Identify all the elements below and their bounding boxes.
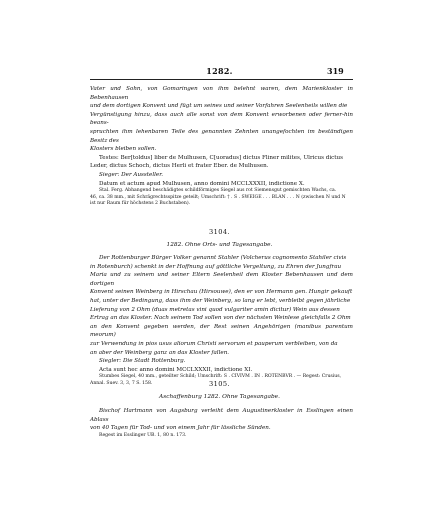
regest-line: Klosters bleiben sollen. (90, 146, 157, 153)
archival-note: Annal. Suev. 3, 3, 7 S. 158. (90, 380, 153, 386)
regest-line: und dem dortigen Konvent und fügt um seines und seiner Vorfahren Seelenheils willen die (90, 103, 348, 110)
regest-line: Vergünstigung hinzu, dass auch alle sonst von dem Konvent erworbenen oder ferner-hin beans- (90, 111, 353, 127)
document-heading: 1282. Ohne Orts- und Tagesangabe. (166, 242, 273, 248)
regest-line: spruchten ihm lehenbaren Teile des genannten Zehnten unangefochten im beständigen Besitz des (90, 128, 353, 144)
witness-list: Testes: Ber[toldus] liber de Mulhusen, C[uoradus] dictus Fliner milites, Ulricus dictus (99, 154, 344, 161)
page-number: 319 (327, 66, 344, 76)
header-rule (90, 79, 353, 80)
doc-3105-body (90, 407, 353, 439)
dating-clause: Datum et actum apud Mulhusen, anno domini MCCLXXXII, indictione X. (99, 180, 305, 187)
regest-line: in Rotenburch) schenkt in der Hoffnung auf göttliche Vergeltung, zu Ehren der Jungfrau (90, 263, 342, 270)
regest-line: von 40 Tagen für Tod- und von einem Jahr für lässliche Sünden. (90, 425, 271, 432)
regest-line: Maria und zu seinem und seiner Eltern Seelenheil dem Kloster Bebenhausen und dem dortigen (90, 272, 353, 287)
regest-line: hat, unter der Bedingung, dass ihm der Weinberg, so lang er lebt, verbleibt gegen jährliche (90, 297, 351, 304)
regest-line: zur Verwendung in pios usus aliorum Christi servorum et pauperum verbleiben, von da (90, 340, 338, 347)
regest-line: Konvent seinen Weinberg in Hirschau (Hirsouwe), den er von Hermann gen. Hungir gekauft (90, 289, 353, 296)
regest-line: Bischof Hartmann von Augsburg verleiht dem Augustinerkloster in Esslingen einen Ablass (90, 408, 353, 423)
regest-line: Ertrag an das Kloster. Nach seinem Tod sollen von der nächsten Weinlese gleichfalls 2 Ohm (90, 315, 351, 322)
regest-line: Der Rottenburger Bürger Volker genannt Stahler (Volcherus cognomento Stahiler civis (99, 255, 347, 261)
regest-line: Vater und Sohn, von Gomaringen von ihm belehnt waren, dem Marienkloster in Bebenhausen (90, 86, 353, 101)
archival-note: ist nur Raum für höchstens 2 Buchstaben). (90, 201, 191, 207)
regest-line: an den Konvent gegeben werden, der Rest seinen Angehörigen (manibus parentum meorum) (90, 323, 353, 339)
dating-clause: Acta sunt hec anno domini MCCLXXXII, indictione XI. (99, 366, 253, 373)
sealer-line: Siegler: Die Stadt Rottenburg. (99, 358, 186, 365)
archival-note: Stal. Ferg. Abhangend beschädigtes schildförmiges Siegel aus rot Siemensgut gemischten Wachs, ca. (99, 188, 337, 194)
archival-note: Regest im Esslinger UB. 1, 80 n. 173. (99, 432, 187, 438)
sealer-line: Sieger: Der Aussteller. (99, 171, 164, 178)
doc-3103-tail (90, 85, 353, 208)
document-heading: Aschaffenburg 1282. Ohne Tagesangabe. (159, 394, 280, 400)
archival-note: Stumbes Siegel, 40 mm., geteilter Schild; Umschrift: S . CIVIVM . IN . ROTENBVR . — Regest: Crusius, (99, 374, 342, 380)
doc-3104-body (90, 254, 353, 388)
regest-line: an aber der Weinberg ganz an das Kloster fallen. (90, 349, 230, 356)
regest-line: Lieferung von 2 Ohm (duas metretas vini quod vulgariter amin dicitur) Wein aus dessen (90, 306, 340, 313)
archival-note: 46, ca. 38 mm., mit Schrägrechtsspitze geteilt; Umschrift: † . S . SWEIGE . . . BLAN . . . N (zwischen N und N (90, 194, 346, 200)
witness-list: Leder, dictus Schoch, dictus Herli et frater Eber. de Mulhusen. (90, 163, 269, 170)
running-header-year: 1282. (206, 66, 233, 76)
document-number: 3104. (209, 228, 230, 236)
document-number: 3105. (209, 380, 230, 388)
